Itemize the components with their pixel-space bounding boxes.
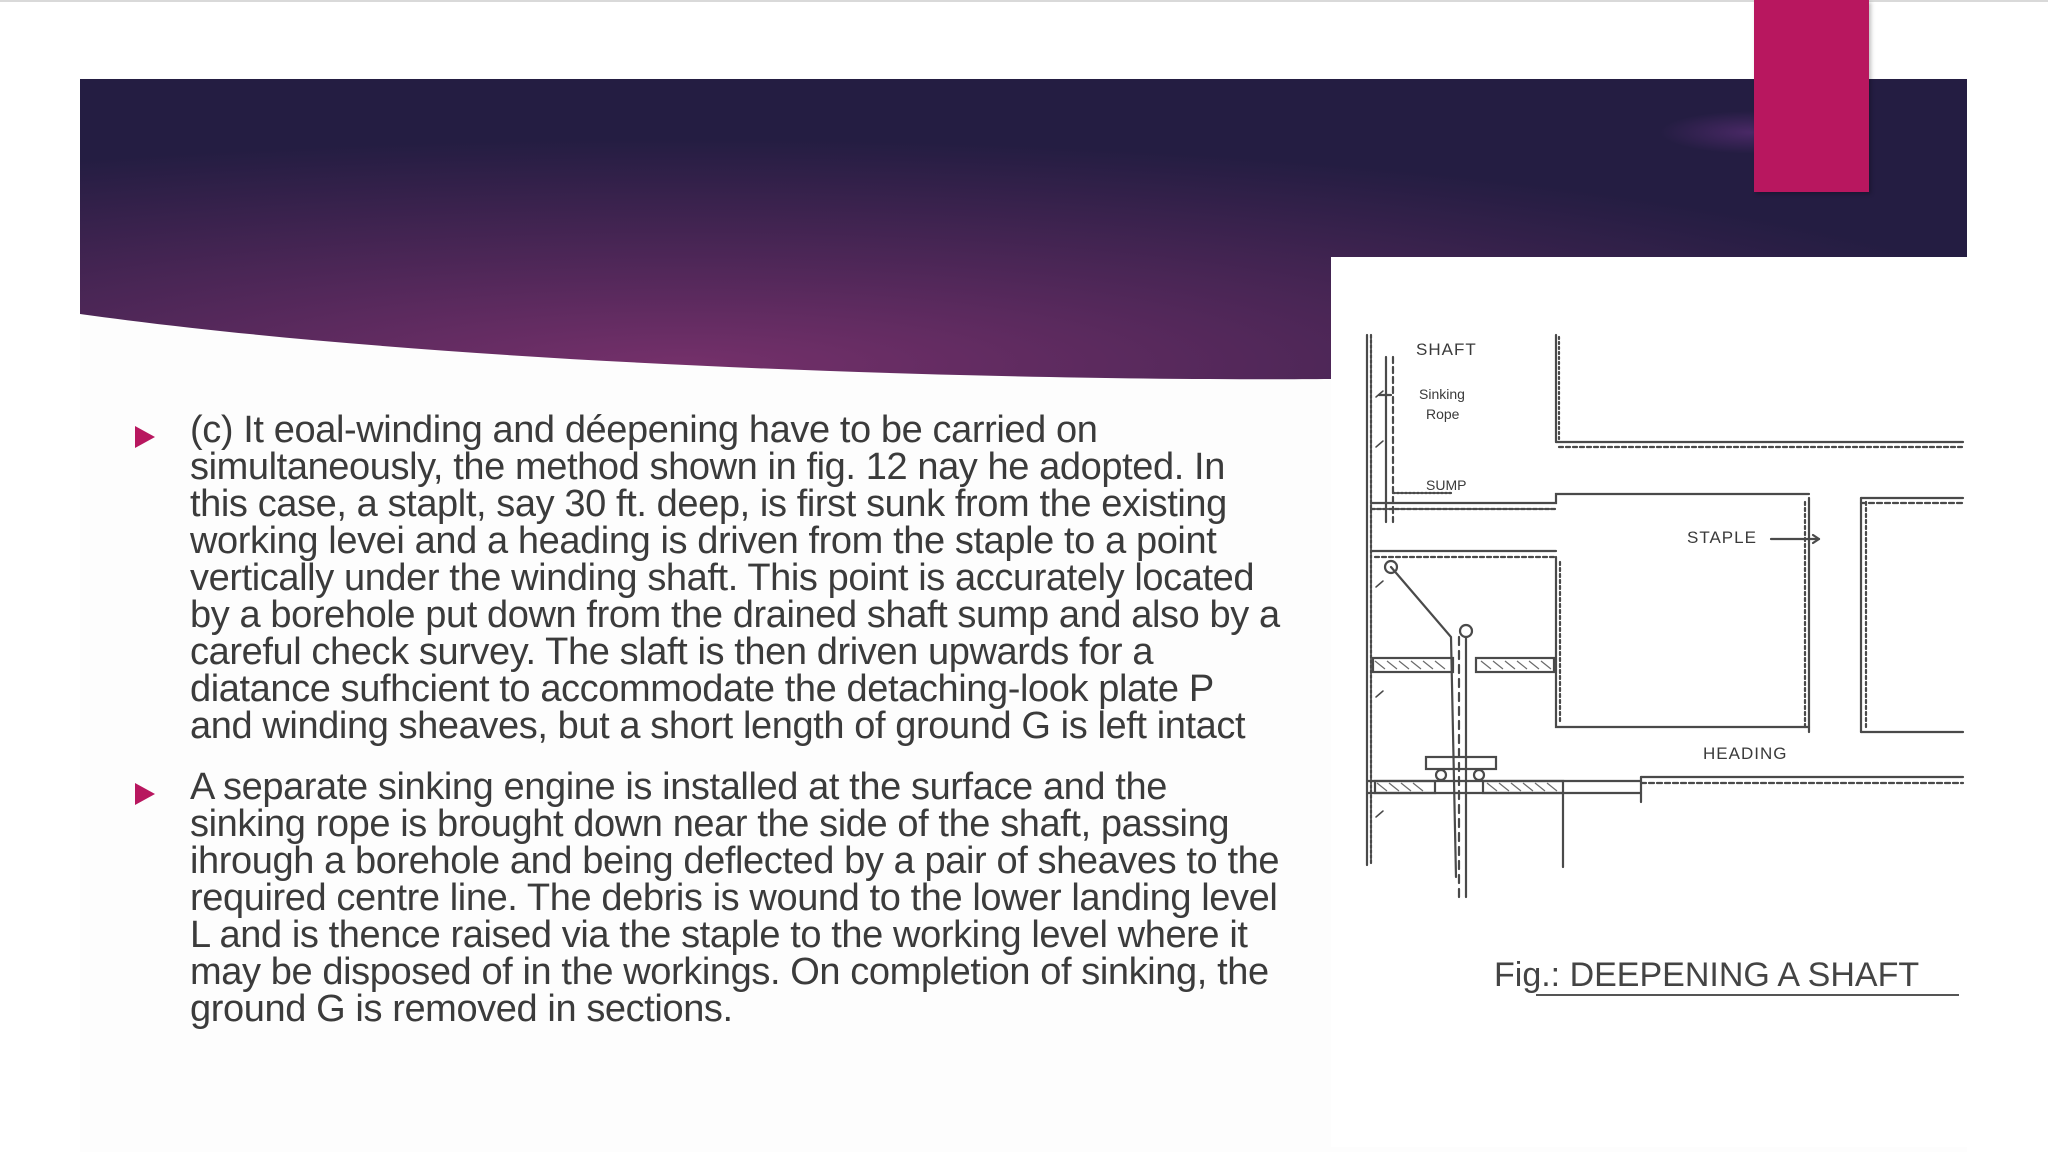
figure-panel	[1331, 257, 1967, 1147]
heading-label: HEADING	[1703, 744, 1788, 763]
bullet-text: A separate sinking engine is installed at the surface and the sinking rope is brought down near the side of the shaft, passing ihrough a borehole and being deflected by a pair of sheaves to the required centre line. The debris is wound to the lower landing level L and is thence raised via the staple to the working level where it may be disposed of in the workings. On completion of sinking, the ground G is removed in sections.	[190, 766, 1280, 1030]
triangle-bullet-icon	[135, 426, 155, 448]
shaft-deepening-diagram	[1331, 257, 1967, 1147]
sinking-rope-label-line1: Sinking	[1419, 386, 1465, 402]
shaft-label: SHAFT	[1416, 340, 1477, 359]
sinking-rope-label-line2: Rope	[1426, 406, 1460, 422]
bullet-list	[130, 409, 1280, 1052]
sump-label: SUMP	[1426, 477, 1467, 493]
bullet-text: (c) It eoal-winding and déepening have to be carried on simultaneously, the method shown in fig. 12 nay he adopted. In this case, a staplt, say 30 ft. deep, is first sunk from the existing working levei and a heading is driven from the staple to a point vertically under the winding shaft. This point is accurately located by a borehole put down from the drained shaft sump and also by a careful check survey. The slaft is then driven upwards for a diatance sufhcient to accommodate the detaching-look plate P and winding sheaves, but a short length of ground G is left intact	[190, 409, 1280, 747]
staple-label: STAPLE	[1687, 528, 1757, 547]
bullet-item	[130, 409, 1280, 747]
bullet-item	[130, 766, 1280, 1030]
triangle-bullet-icon	[135, 783, 155, 805]
accent-tab	[1754, 0, 1869, 192]
figure-caption: Fig.: DEEPENING A SHAFT	[1494, 956, 1920, 994]
